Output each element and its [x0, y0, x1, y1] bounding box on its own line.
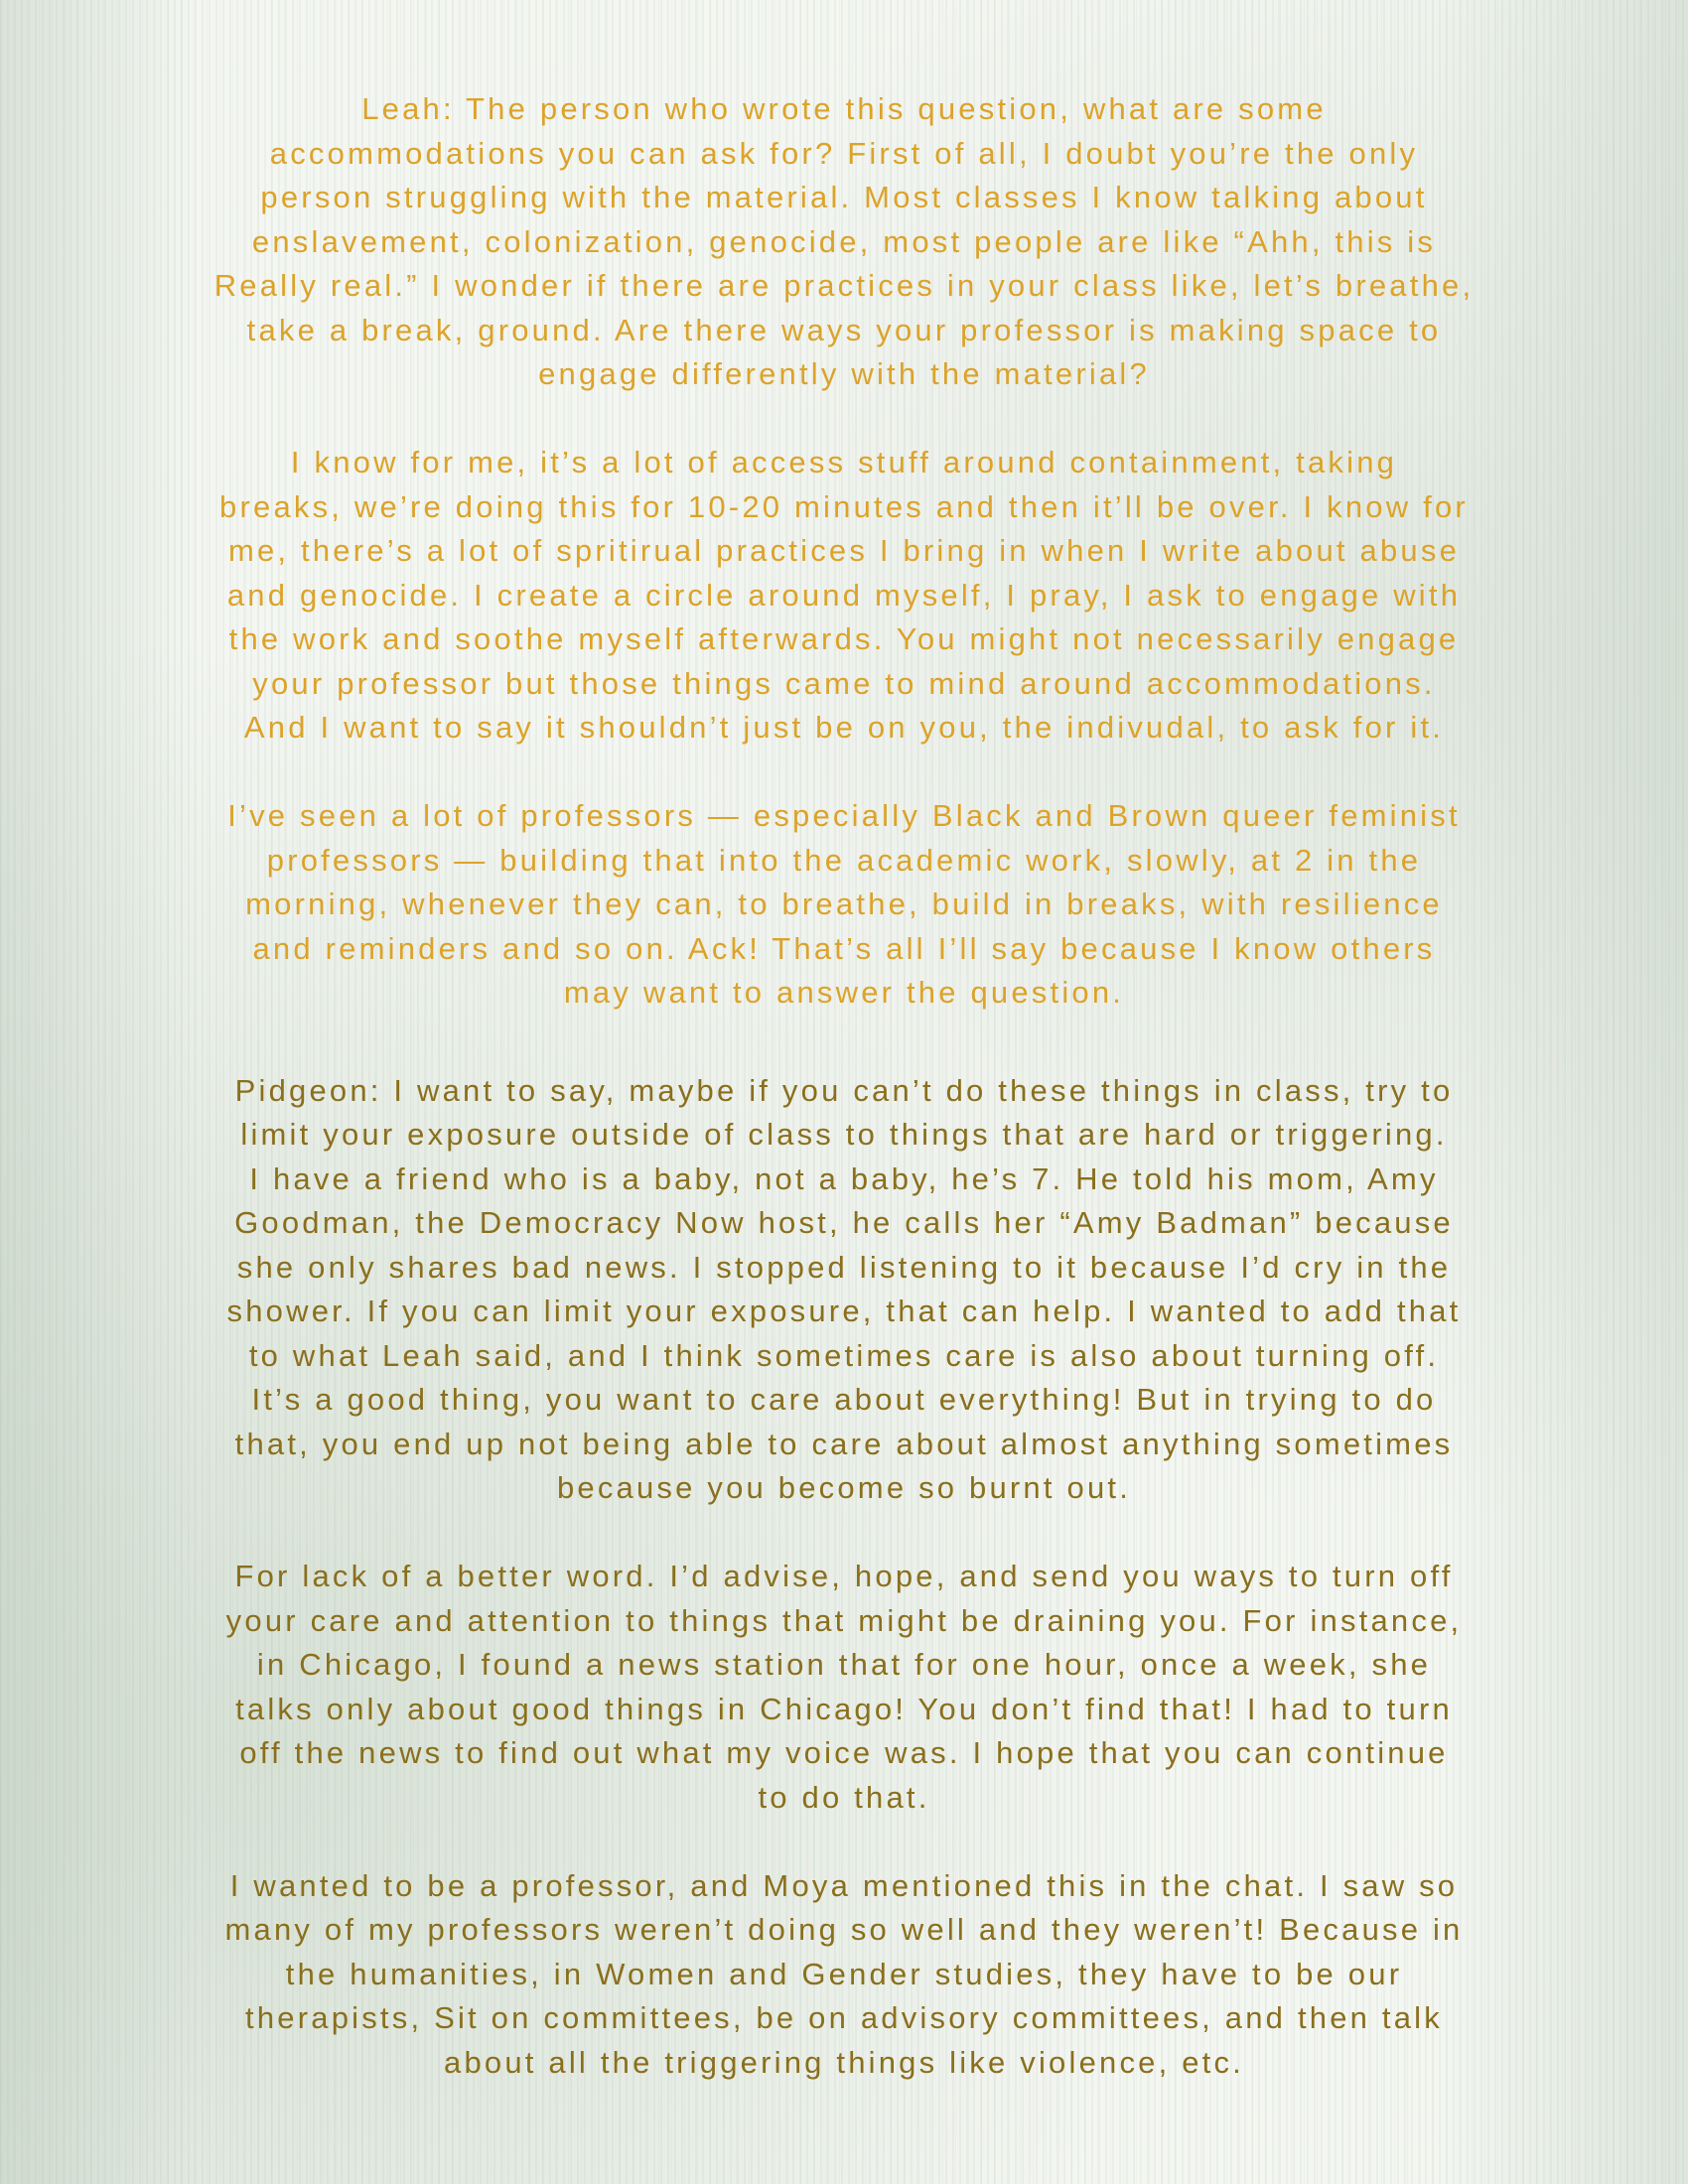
- leah-paragraph-2: [79, 441, 1609, 751]
- text-line: Leah: The person who wrote this question, what are some: [361, 91, 1327, 126]
- text-line: in Chicago, I found a news station that for one hour, once a week, she: [256, 1647, 1432, 1682]
- pidgeon-paragraph-2: [79, 1555, 1609, 1820]
- text-line: accommodations you can ask for? First of all, I doubt you’re the only: [269, 135, 1419, 171]
- text-line: many of my professors weren’t doing so well and they weren’t! Because in: [224, 1912, 1464, 1947]
- text-line: shower. If you can limit your exposure, that can help. I wanted to add that: [226, 1294, 1462, 1328]
- text-line: limit your exposure outside of class to things that are hard or triggering.: [240, 1117, 1448, 1152]
- text-line: I have a friend who is a baby, not a baby, he’s 7. He told his mom, Amy: [249, 1160, 1439, 1196]
- text-line: she only shares bad news. I stopped listening to it because I’d cry in the: [236, 1249, 1452, 1285]
- text-line: the humanities, in Women and Gender studies, they have to be our: [285, 1956, 1403, 1991]
- text-line: because you become so burnt out.: [556, 1470, 1132, 1505]
- text-line: Goodman, the Democracy Now host, he calls her “Amy Badman” because: [234, 1205, 1454, 1240]
- text-line: your professor but those things came to mind around accommodations.: [252, 665, 1436, 701]
- text-line: I’ve seen a lot of professors — especially Black and Brown queer feminist: [227, 798, 1461, 833]
- text-line: may want to answer the question.: [563, 975, 1125, 1010]
- text-line: and genocide. I create a circle around myself, I pray, I ask to engage with: [226, 577, 1462, 613]
- text-line: enslavement, colonization, genocide, most people are like “Ahh, this is: [251, 223, 1437, 259]
- text-line: engage differently with the material?: [538, 356, 1150, 391]
- text-line: to what Leah said, and I think sometimes care is also about turning off.: [248, 1337, 1440, 1373]
- text-line: the work and soothe myself afterwards. You might not necessarily engage: [228, 621, 1460, 656]
- text-line: And I want to say it shouldn’t just be on you, the indivudal, to ask for it.: [243, 710, 1445, 745]
- document-page: [79, 87, 1609, 2129]
- text-line: take a break, ground. Are there ways your professor is making space to: [246, 312, 1442, 347]
- text-line: professors — building that into the academic work, slowly, at 2 in the: [266, 842, 1422, 878]
- text-line: me, there’s a lot of spritirual practices I bring in when I write about abuse: [227, 533, 1461, 568]
- text-line: and reminders and so on. Ack! That’s all I’ll say because I know others: [252, 930, 1436, 966]
- text-line: person struggling with the material. Most classes I know talking about: [260, 180, 1428, 214]
- text-line: breaks, we’re doing this for 10-20 minutes and then it’ll be over. I know for: [219, 488, 1469, 524]
- text-line: It’s a good thing, you want to care about everything! But in trying to do: [251, 1382, 1437, 1417]
- text-line: Pidgeon: I want to say, maybe if you can’t do these things in class, try to: [234, 1072, 1454, 1108]
- text-line: For lack of a better word. I’d advise, hope, and send you ways to turn off: [234, 1559, 1454, 1593]
- text-line: off the news to find out what my voice was. I hope that you can continue: [239, 1735, 1449, 1770]
- pidgeon-paragraph-3: [79, 1864, 1609, 2086]
- text-line: I wanted to be a professor, and Moya mentioned this in the chat. I saw so: [229, 1867, 1459, 1903]
- text-line: your care and attention to things that might be draining you. For instance,: [225, 1602, 1463, 1638]
- text-line: I know for me, it’s a lot of access stuff around containment, taking: [290, 445, 1398, 479]
- text-line: that, you end up not being able to care about almost anything sometimes: [234, 1426, 1454, 1461]
- pidgeon-paragraph-1: [79, 1069, 1609, 1511]
- leah-paragraph-3: [79, 794, 1609, 1016]
- text-line: therapists, Sit on committees, be on advisory committees, and then talk: [245, 2000, 1443, 2035]
- text-line: morning, whenever they can, to breathe, build in breaks, with resilience: [245, 887, 1443, 921]
- text-line: about all the triggering things like violence, etc.: [444, 2044, 1244, 2080]
- text-line: to do that.: [758, 1779, 930, 1815]
- text-line: talks only about good things in Chicago! You don’t find that! I had to turn: [235, 1691, 1453, 1726]
- leah-paragraph-1: [79, 87, 1609, 397]
- text-line: Really real.” I wonder if there are practices in your class like, let’s breathe,: [213, 268, 1475, 303]
